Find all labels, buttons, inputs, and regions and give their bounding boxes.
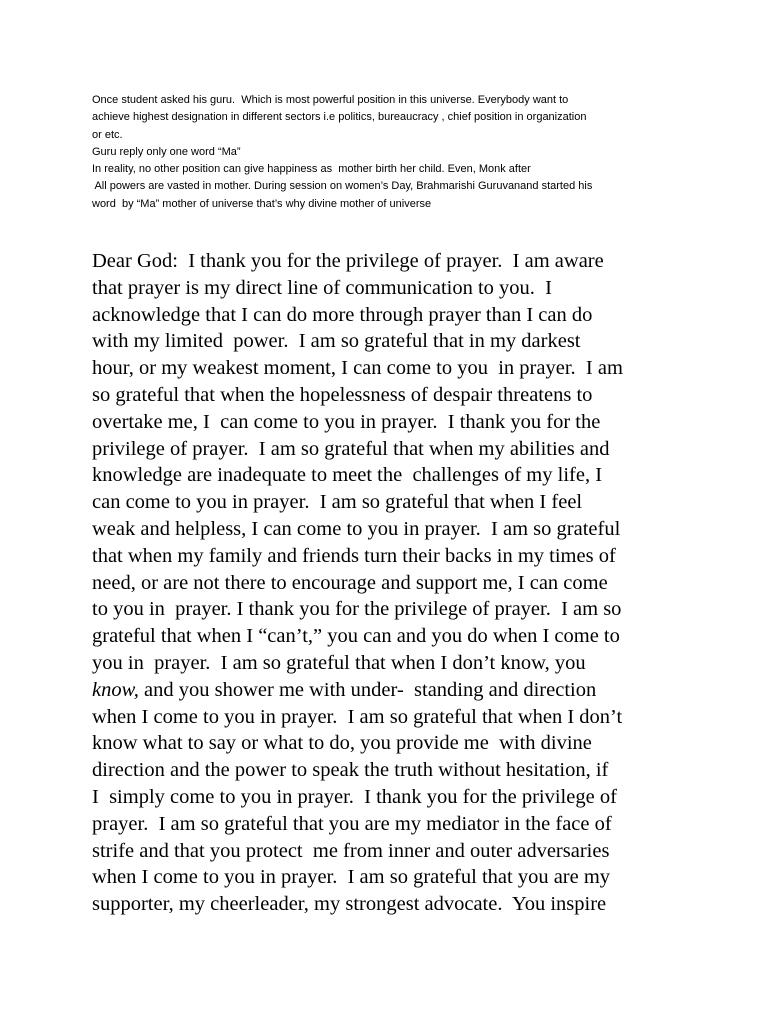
prayer-line: knowledge are inadequate to meet the challenges of my life, I [92,464,603,487]
prayer-line: acknowledge that I can do more through prayer than I can do [92,303,593,326]
intro-line: or etc. [92,128,123,141]
intro-line: achieve highest designation in different sectors i.e politics, bureaucracy , chief position in organization [92,111,587,124]
intro-line: word by “Ma” mother of universe that’s why divine mother of universe [92,197,432,210]
prayer-line: grateful that when I “can’t,” you can and you do when I come to [92,625,620,648]
prayer-line-rest: and you shower me with under- standing and direction [138,678,597,701]
intro-paragraph [92,92,692,213]
prayer-line: that prayer is my direct line of communication to you. I [92,276,552,299]
prayer-line: so grateful that when the hopelessness of despair threatens to [92,383,593,406]
prayer-line: supporter, my cheerleader, my strongest advocate. You inspire [92,893,607,916]
prayer-line-with-italic [92,677,692,704]
prayer-line: privilege of prayer. I am so grateful that when my abilities and [92,437,610,460]
prayer-line: when I come to you in prayer. I am so grateful that when I don’t [92,705,623,728]
prayer-line: overtake me, I can come to you in prayer. I thank you for the [92,410,601,433]
prayer-line: direction and the power to speak the truth without hesitation, if [92,759,609,782]
intro-line: In reality, no other position can give happiness as mother birth her child. Even, Monk after [92,163,531,176]
prayer-line: with my limited power. I am so grateful that in my darkest [92,330,581,353]
prayer-body [92,248,692,918]
prayer-line: need, or are not there to encourage and support me, I can come [92,571,608,594]
intro-line: All powers are vasted in mother. During session on women’s Day, Brahmarishi Guruvanand started his [92,180,593,193]
prayer-line: know what to say or what to do, you provide me with divine [92,732,592,755]
prayer-line: hour, or my weakest moment, I can come to you in prayer. I am [92,357,623,380]
italic-word: know, [92,678,139,701]
prayer-line: when I come to you in prayer. I am so grateful that you are my [92,866,611,889]
prayer-line: weak and helpless, I can come to you in prayer. I am so grateful [92,517,621,540]
prayer-line: you in prayer. I am so grateful that when I don’t know, you [92,651,586,674]
prayer-line: I simply come to you in prayer. I thank you for the privilege of [92,785,617,808]
prayer-line: to you in prayer. I thank you for the privilege of prayer. I am so [92,598,622,621]
prayer-line: can come to you in prayer. I am so grateful that when I feel [92,491,583,514]
prayer-line: that when my family and friends turn their backs in my times of [92,544,616,567]
prayer-line: strife and that you protect me from inner and outer adversaries [92,839,610,862]
prayer-line: prayer. I am so grateful that you are my mediator in the face of [92,812,612,835]
prayer-line: Dear God: I thank you for the privilege of prayer. I am aware [92,250,604,272]
intro-line: Once student asked his guru. Which is most powerful position in this universe. Everybody want to [92,94,569,106]
intro-line: Guru reply only one word “Ma” [92,145,241,158]
